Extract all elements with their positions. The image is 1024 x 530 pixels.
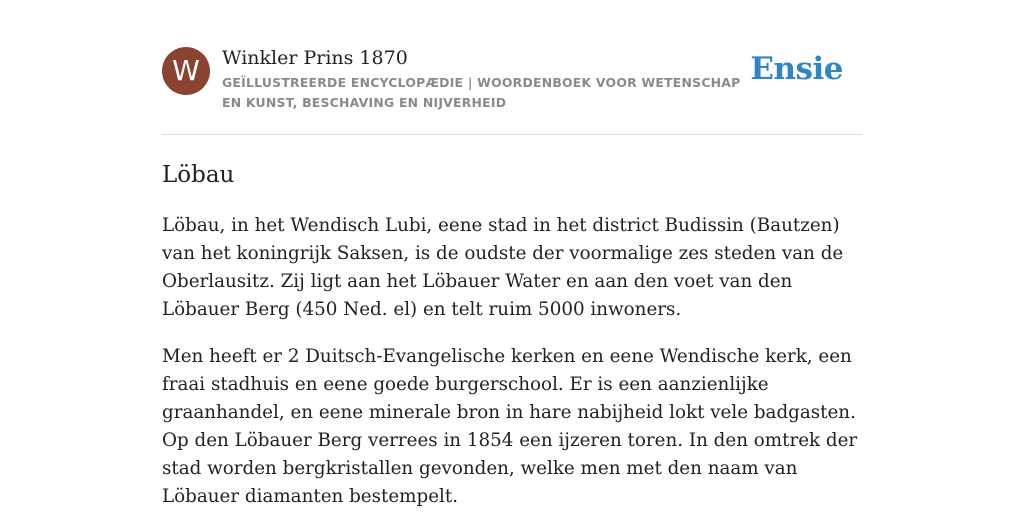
source-avatar[interactable]: W [162, 47, 210, 95]
source-title[interactable]: Winkler Prins 1870 [222, 47, 408, 69]
source-subtitle: GEÏLLUSTREERDE ENCYCLOPÆDIE | WOORDENBOEK VOOR WETENSCHAP EN KUNST, BESCHAVING EN NIJVERHEID [222, 75, 741, 110]
article-title: Löbau [162, 162, 235, 188]
ensie-logo[interactable]: Ensie [750, 51, 843, 87]
header-divider [162, 134, 862, 135]
article-paragraph: Men heeft er 2 Duitsch-Evangelische kerken en eene Wendische kerk, een fraai stadhuis en eene goede burgerschool. Er is een aanzienlijke graanhandel, en eene minerale bron in hare nabijheid lokt vele badgasten. Op den Löbauer Berg verrees in 1854 een ijzeren toren. In den omtrek der stad worden bergkristallen gevonden, welke men met den naam van Löbauer diamanten bestempelt. [162, 346, 858, 507]
article-paragraph: Löbau, in het Wendisch Lubi, eene stad in het district Budissin (Bautzen) van het koningrijk Saksen, is de oudste der voormalige zes steden van de Oberlausitz. Zij ligt aan het Löbauer Water en aan den voet van den Löbauer Berg (450 Ned. el) en telt ruim 5000 inwoners. [162, 215, 844, 320]
article-body [162, 212, 874, 530]
